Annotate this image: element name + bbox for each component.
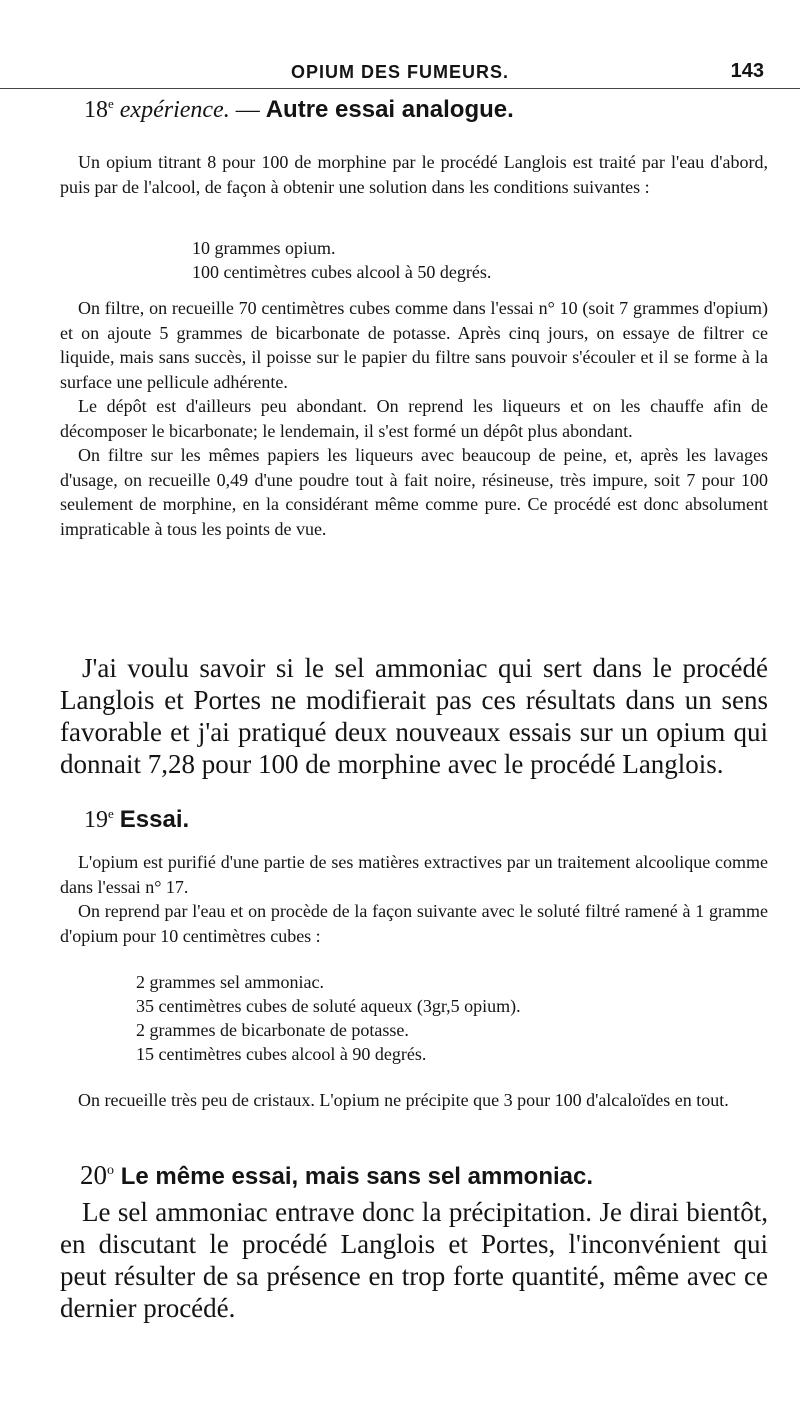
experiment-number: 18 [84, 97, 108, 123]
paragraph: On filtre sur les mêmes papiers les liqueurs avec beaucoup de peine, et, après les lavages d'usage, on recueille 0,49 d'une poudre tout à fait noire, résineuse, très impure, soit 7 pour 100 seulement de morphine, en la considérant même comme pure. Ce procédé est donc absolument impraticable à tous les points de vue. [60, 445, 768, 539]
commentary-paragraph-1 [60, 652, 768, 780]
page-header [0, 58, 800, 89]
commentary-paragraph-2 [60, 1196, 768, 1324]
experiment-19-conclusion [60, 1088, 768, 1113]
experiment-title: Le même essai, mais sans sel ammoniac. [120, 1163, 594, 1190]
paragraph: On filtre, on recueille 70 centimètres cubes comme dans l'essai n° 10 (soit 7 grammes d'opium) et on ajoute 5 grammes de bicarbonate de potasse. Après cinq jours, on essaye de filtrer ce liquide, mais sans succès, il poisse sur le papier du filtre sans pouvoir s'écouler et il se forme à la surface une pellicule adhérente. [60, 298, 768, 392]
experiment-title: Essai. [119, 806, 190, 833]
experiment-19-intro [60, 850, 768, 948]
running-title: OPIUM DES FUMEURS. [290, 62, 509, 82]
experiment-18-heading [84, 96, 514, 124]
ordinal-suffix: o [107, 1163, 114, 1178]
ordinal-suffix: e [108, 96, 114, 111]
experiment-number: 19 [84, 807, 108, 833]
paragraph: Le sel ammoniac entrave donc la précipitation. Je dirai bientôt, en discutant le procédé Langlois et Portes, l'inconvénient qui peut résulter de sa présence en trop forte quantité, même avec ce dernier procédé. [60, 1197, 768, 1323]
paragraph: Un opium titrant 8 pour 100 de morphine par le procédé Langlois est traité par l'eau d'abord, puis par de l'alcool, de façon à obtenir une solution dans les conditions suivantes : [60, 152, 768, 197]
experiment-18-body [60, 296, 768, 541]
ingredient-line: 15 centimètres cubes alcool à 90 degrés. [136, 1044, 427, 1064]
experiment-18-intro [60, 150, 768, 199]
ingredient-line: 35 centimètres cubes de soluté aqueux (3gr,5 opium). [136, 996, 521, 1016]
heading-dash: — [235, 97, 260, 123]
experiment-19-ingredients [136, 970, 521, 1066]
ingredient-line: 2 grammes de bicarbonate de potasse. [136, 1020, 409, 1040]
experiment-label: expérience. [119, 97, 230, 123]
paragraph: On reprend par l'eau et on procède de la façon suivante avec le soluté filtré ramené à 1 gramme d'opium pour 10 centimètres cubes : [60, 901, 768, 946]
paragraph: On recueille très peu de cristaux. L'opium ne précipite que 3 pour 100 d'alcaloïdes en tout. [78, 1090, 729, 1110]
paragraph: J'ai voulu savoir si le sel ammoniac qui sert dans le procédé Langlois et Portes ne modifierait pas ces résultats dans un sens favorable et j'ai pratiqué deux nouveaux essais sur un opium qui donnait 7,28 pour 100 de morphine avec le procédé Langlois. [60, 653, 768, 779]
experiment-number: 20 [80, 1160, 107, 1190]
experiment-19-heading [84, 806, 189, 834]
paragraph: Le dépôt est d'ailleurs peu abondant. On reprend les liqueurs et on les chauffe afin de décomposer le bicarbonate; le lendemain, il s'est formé un dépôt plus abondant. [60, 396, 768, 441]
ingredient-line: 2 grammes sel ammoniac. [136, 972, 324, 992]
experiment-18-ingredients [192, 236, 491, 284]
ordinal-suffix: e [108, 806, 114, 821]
paragraph: L'opium est purifié d'une partie de ses matières extractives par un traitement alcoolique comme dans l'essai n° 17. [60, 852, 768, 897]
experiment-title: Autre essai analogue. [265, 96, 514, 123]
ingredient-line: 10 grammes opium. [192, 238, 336, 258]
experiment-20-heading [80, 1160, 593, 1191]
page-number: 143 [730, 60, 764, 82]
ingredient-line: 100 centimètres cubes alcool à 50 degrés. [192, 262, 492, 282]
